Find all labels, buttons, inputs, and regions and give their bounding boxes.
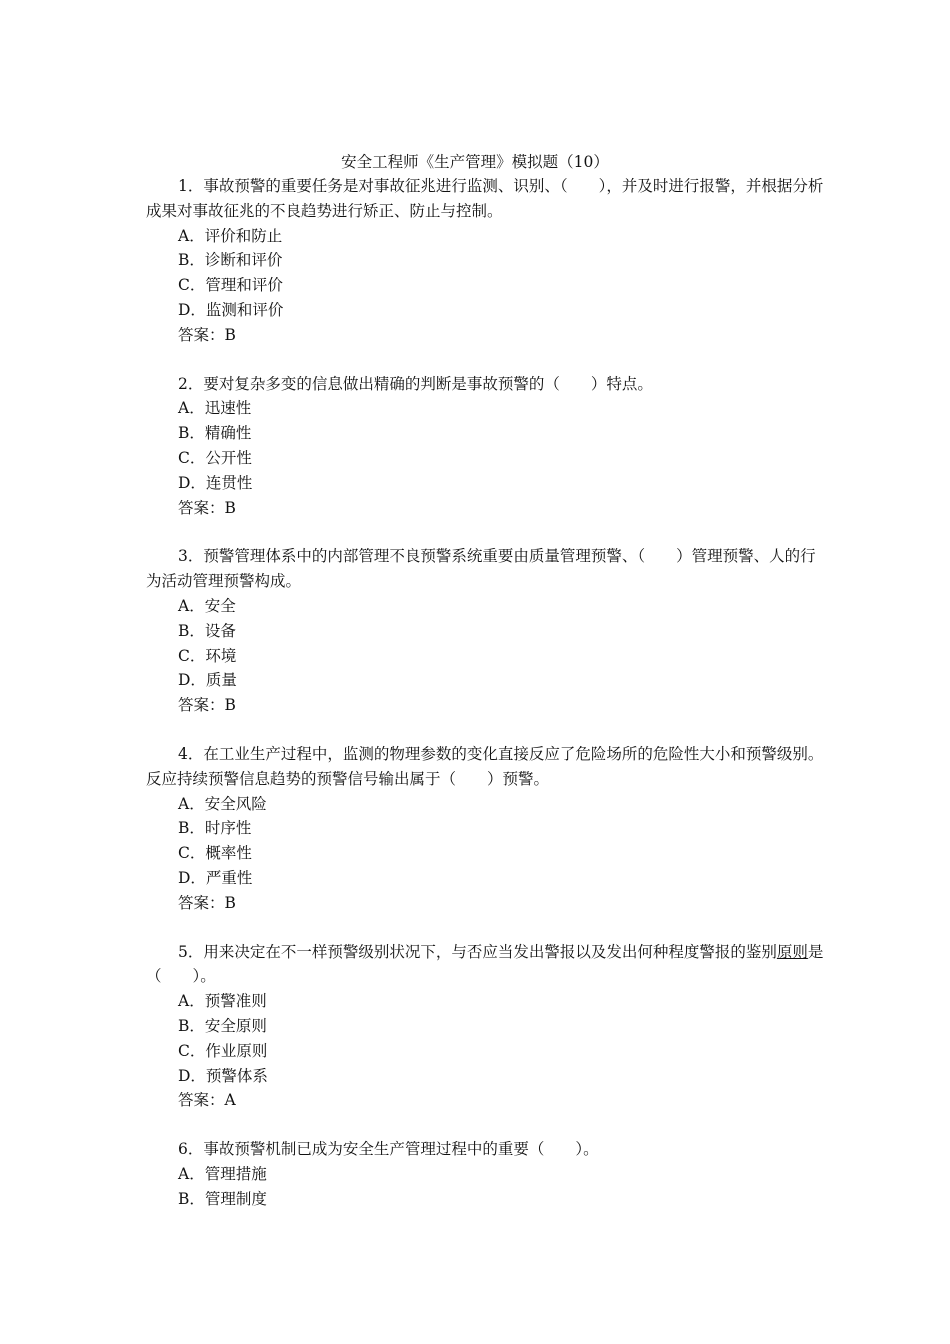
option-a: A．安全风险 <box>178 794 267 813</box>
question-2 <box>146 372 826 521</box>
option-a: A．安全 <box>178 596 236 615</box>
answer: 答案：B <box>178 893 236 912</box>
answer: 答案：B <box>178 696 236 715</box>
option-a: A．预警准则 <box>178 992 267 1011</box>
question-stem: 3．预警管理体系中的内部管理不良预警系统重要由质量管理预警、（ ）管理预警、人的行为活动管理预警构成。 <box>146 547 816 591</box>
option-a: A．评价和防止 <box>178 226 283 245</box>
option-c: C．作业原则 <box>178 1041 268 1060</box>
answer: 答案：B <box>178 498 236 517</box>
option-d: D．质量 <box>178 671 237 690</box>
option-d: D．预警体系 <box>178 1066 268 1085</box>
option-b: B．管理制度 <box>178 1189 267 1208</box>
answer: 答案：B <box>178 325 236 344</box>
option-c: C．环境 <box>178 646 237 665</box>
question-4 <box>146 742 826 916</box>
question-stem: 1．事故预警的重要任务是对事故征兆进行监测、识别、（ ），并及时进行报警，并根据分析成果对事故征兆的不良趋势进行矫正、防止与控制。 <box>146 177 824 220</box>
question-stem-text: 是（ ）。 <box>146 942 824 986</box>
underlined-term: 原则 <box>776 942 808 961</box>
option-b: B．诊断和评价 <box>178 251 283 270</box>
question-stem: 6．事故预警机制已成为安全生产管理过程中的重要（ ）。 <box>178 1140 599 1159</box>
option-c: C．公开性 <box>178 448 252 467</box>
option-b: B．精确性 <box>178 424 252 443</box>
option-c: C．概率性 <box>178 844 252 863</box>
option-d: D．严重性 <box>178 868 253 887</box>
answer: 答案：A <box>178 1091 236 1110</box>
question-stem: 4．在工业生产过程中，监测的物理参数的变化直接反应了危险场所的危险性大小和预警级别。反应持续预警信息趋势的预警信号输出属于（ ）预警。 <box>146 744 824 788</box>
option-d: D．监测和评价 <box>178 300 284 319</box>
question-5 <box>146 940 826 1114</box>
option-a: A．管理措施 <box>178 1164 267 1183</box>
page-title: 安全工程师《生产管理》模拟题（10） <box>341 153 609 171</box>
option-a: A．迅速性 <box>178 399 252 418</box>
option-b: B．时序性 <box>178 819 252 838</box>
question-3 <box>146 544 826 718</box>
question-stem <box>146 940 826 990</box>
question-stem-text: 5．用来决定在不一样预警级别状况下，与否应当发出警报以及发出何种程度警报的鉴别 <box>178 942 777 961</box>
option-b: B．设备 <box>178 621 236 640</box>
question-1 <box>146 174 826 348</box>
option-d: D．连贯性 <box>178 473 253 492</box>
option-c: C．管理和评价 <box>178 276 283 295</box>
option-b: B．安全原则 <box>178 1016 267 1035</box>
question-6 <box>146 1137 826 1211</box>
question-stem: 2．要对复杂多变的信息做出精确的判断是事故预警的（ ）特点。 <box>178 374 653 393</box>
question-list <box>146 174 826 1235</box>
